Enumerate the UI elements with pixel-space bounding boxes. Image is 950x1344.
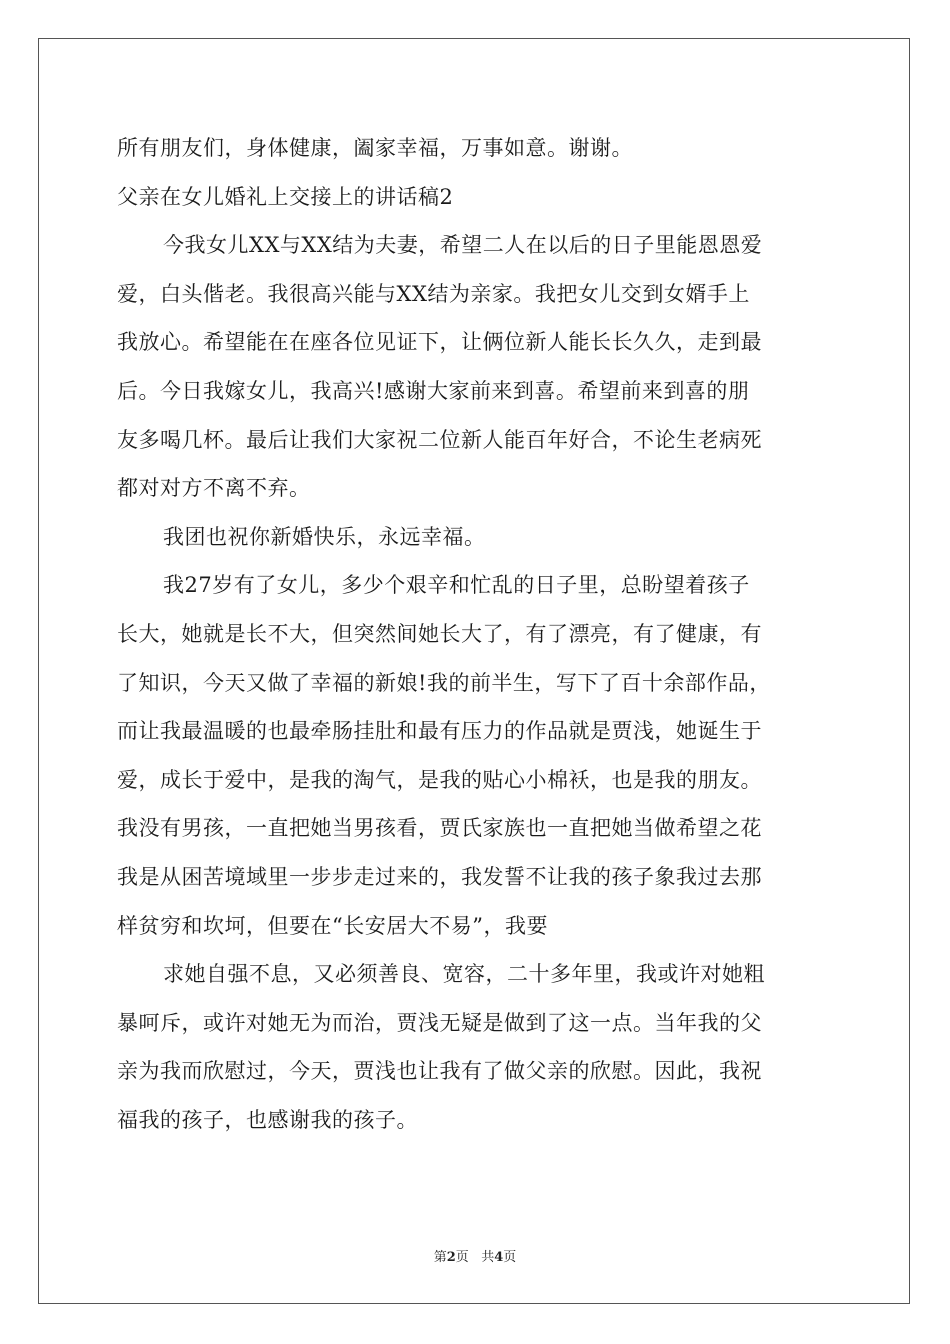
section-title: 父亲在女儿婚礼上交接上的讲话稿2 [117, 184, 454, 209]
page-prefix: 第 [433, 1250, 447, 1265]
page-suffix: 页 [455, 1250, 469, 1265]
text-line: 都对对方不离不弃。 [117, 476, 311, 501]
page-number: 2 [446, 1250, 456, 1265]
total-suffix: 页 [503, 1250, 517, 1265]
text-line: 我没有男孩，一直把她当男孩看，贾氏家族也一直把她当做希望之花 [117, 816, 762, 841]
text-line: 爱，白头偕老。我很高兴能与XX结为亲家。我把女儿交到女婿手上 [117, 281, 750, 306]
text-line: 长大，她就是长不大，但突然间她长大了，有了漂亮，有了健康，有 [117, 621, 762, 646]
text-line: 我放心。希望能在在座各位见证下，让俩位新人能长长久久，走到最 [117, 330, 762, 355]
text-line: 而让我最温暖的也最牵肠挂肚和最有压力的作品就是贾浅，她诞生于 [117, 719, 762, 744]
total-prefix: 共 [481, 1250, 495, 1265]
text-line: 样贫穷和坎坷，但要在“长安居大不易”，我要 [117, 913, 548, 938]
text-line: 亲为我而欣慰过，今天，贾浅也让我有了做父亲的欣慰。因此，我祝 [117, 1059, 762, 1084]
page-footer [0, 1246, 950, 1265]
text-line: 暴呵斥，或许对她无为而治，贾浅无疑是做到了这一点。当年我的父 [117, 1010, 762, 1035]
document-body [117, 124, 837, 1144]
text-line: 我团也祝你新婚快乐，永远幸福。 [163, 524, 486, 549]
text-line: 今我女儿XX与XX结为夫妻，希望二人在以后的日子里能恩恩爱 [163, 233, 763, 258]
text-line: 后。今日我嫁女儿，我高兴!感谢大家前来到喜。希望前来到喜的朋 [117, 378, 750, 403]
text-line: 了知识，今天又做了幸福的新娘!我的前半生，写下了百十余部作品， [117, 670, 771, 695]
text-line: 友多喝几杯。最后让我们大家祝二位新人能百年好合，不论生老病死 [117, 427, 762, 452]
text-line: 福我的孩子，也感谢我的孩子。 [117, 1107, 418, 1132]
text-line: 所有朋友们，身体健康，阖家幸福，万事如意。谢谢。 [117, 136, 633, 160]
text-line: 我是从困苦境域里一步步走过来的，我发誓不让我的孩子象我过去那 [117, 864, 762, 889]
text-line: 求她自强不息，又必须善良、宽容，二十多年里，我或许对她粗 [163, 962, 765, 987]
text-line: 爱，成长于爱中，是我的淘气，是我的贴心小棉袄，也是我的朋友。 [117, 767, 762, 792]
text-line: 我27岁有了女儿，多少个艰辛和忙乱的日子里，总盼望着孩子 [163, 573, 750, 598]
total-pages: 4 [494, 1250, 504, 1265]
